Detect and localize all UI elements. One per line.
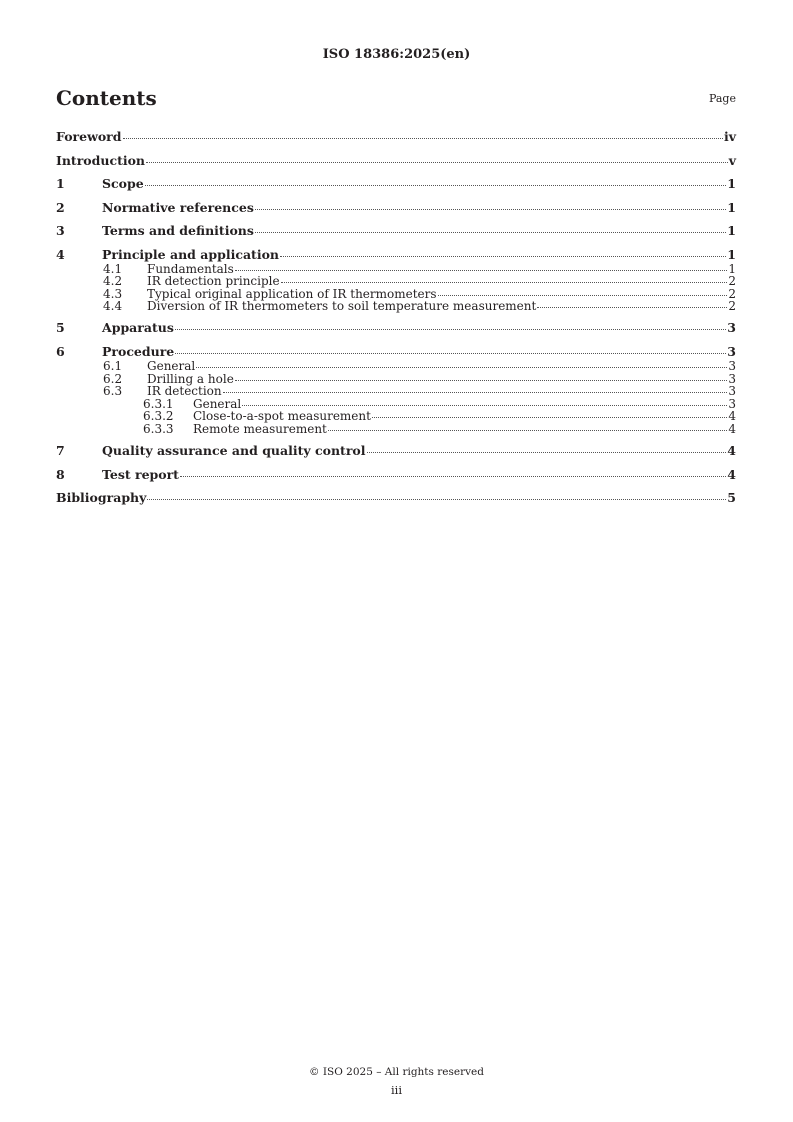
toc-entry-page: 2 xyxy=(728,274,736,289)
toc-entry-page: 3 xyxy=(728,358,736,373)
toc-entry-title[interactable]: Diversion of IR thermometers to soil temperature measurement xyxy=(147,299,537,314)
toc-entry-page: 4 xyxy=(727,443,736,458)
toc-entry-title[interactable]: Close-to-a-spot measurement xyxy=(193,409,371,424)
toc-entry-title[interactable]: Apparatus xyxy=(102,320,174,336)
dot-leader xyxy=(147,499,726,500)
dot-leader xyxy=(175,329,726,330)
toc-entry-page: 1 xyxy=(727,199,736,215)
toc-entry-title[interactable]: Bibliography xyxy=(56,490,147,505)
toc-entry-title[interactable]: Procedure xyxy=(102,343,175,359)
toc-entry[interactable] xyxy=(56,422,736,436)
toc-entry-page: 3 xyxy=(727,320,736,336)
toc-entry-page: 5 xyxy=(727,490,736,505)
toc-entry-number: 6.1 xyxy=(103,358,123,373)
toc-entry-page: 1 xyxy=(727,223,736,238)
toc-entry-title[interactable]: IR detection xyxy=(147,384,222,399)
toc-entry-title[interactable]: Principle and application xyxy=(102,246,279,262)
toc-entry-number: 6.3 xyxy=(103,384,123,399)
toc-entry-title[interactable]: Test report xyxy=(102,466,179,482)
toc-entry-number: 5 xyxy=(56,320,65,336)
toc-entry[interactable] xyxy=(56,153,736,168)
toc-entry-title[interactable]: Typical original application of IR thermometers xyxy=(147,286,437,301)
dot-leader xyxy=(223,392,728,393)
toc-entry-page: 1 xyxy=(728,261,736,276)
toc-entry[interactable] xyxy=(56,299,736,313)
toc-entry-number: 7 xyxy=(56,443,65,458)
toc-entry-title[interactable]: Normative references xyxy=(102,199,254,215)
toc-entry-title[interactable]: IR detection principle xyxy=(147,274,280,289)
dot-leader xyxy=(255,209,726,210)
toc-entry-number: 8 xyxy=(56,466,65,482)
dot-leader xyxy=(372,417,727,418)
document-header: ISO 18386:2025(en) xyxy=(322,47,471,62)
toc-entry-page: 2 xyxy=(728,299,736,314)
toc-entry-title[interactable]: Quality assurance and quality control xyxy=(102,443,366,458)
toc-entry-number: 6.2 xyxy=(103,371,123,386)
toc-entry[interactable] xyxy=(56,467,736,482)
toc-entry-title[interactable]: General xyxy=(193,396,242,411)
toc-entry-number: 1 xyxy=(56,176,65,191)
toc-entry[interactable] xyxy=(56,176,736,191)
dot-leader xyxy=(328,430,727,431)
toc-entry-title[interactable]: General xyxy=(147,358,196,373)
toc-entry-page: iv xyxy=(723,129,736,144)
toc-entry-title[interactable]: Introduction xyxy=(56,152,146,168)
toc-entry-number: 4.3 xyxy=(103,286,123,301)
toc-entry-number: 4.2 xyxy=(103,274,123,289)
toc-entry-number: 6 xyxy=(56,343,65,359)
toc-entry-title[interactable]: Foreword xyxy=(56,129,122,144)
toc-entry-number: 4.1 xyxy=(103,261,123,276)
toc-entry-title[interactable]: Drilling a hole xyxy=(147,371,234,386)
toc-entry-number: 3 xyxy=(56,223,65,238)
dot-leader xyxy=(438,295,728,296)
toc-entry-page: 3 xyxy=(728,396,736,411)
dot-leader xyxy=(537,307,727,308)
toc-entry-number: 4.4 xyxy=(103,299,123,314)
toc-entry[interactable] xyxy=(56,490,736,505)
dot-leader xyxy=(235,270,728,271)
toc-entry-page: 4 xyxy=(727,466,736,482)
page-footer xyxy=(0,1066,793,1097)
toc-entry[interactable] xyxy=(56,200,736,215)
dot-leader xyxy=(145,185,727,186)
dot-leader xyxy=(242,405,727,406)
toc-entry-number: 6.3.3 xyxy=(143,421,174,436)
toc-entry-title[interactable]: Terms and definitions xyxy=(102,223,254,238)
dot-leader xyxy=(235,380,728,381)
toc-entry-number: 6.3.1 xyxy=(143,396,174,411)
dot-leader xyxy=(146,162,728,163)
dot-leader xyxy=(180,476,726,477)
dot-leader xyxy=(367,452,727,453)
toc-entry[interactable] xyxy=(56,344,736,359)
dot-leader xyxy=(280,256,726,257)
dot-leader xyxy=(281,282,728,283)
toc-entry-page: 1 xyxy=(727,176,736,191)
toc-entry[interactable] xyxy=(56,129,736,144)
toc-entry[interactable] xyxy=(56,223,736,238)
toc-entry[interactable] xyxy=(56,247,736,262)
toc-entry-number: 4 xyxy=(56,246,65,262)
toc-entry-page: 1 xyxy=(727,246,736,262)
toc-entry-page: 2 xyxy=(728,286,736,301)
dot-leader xyxy=(123,138,723,139)
toc-entry-page: 3 xyxy=(727,343,736,359)
toc-entry-page: 4 xyxy=(728,421,736,436)
dot-leader xyxy=(255,232,726,233)
dot-leader xyxy=(175,353,726,354)
copyright-notice: © ISO 2025 – All rights reserved xyxy=(309,1066,484,1078)
toc-entry-page: 3 xyxy=(728,384,736,399)
toc-entry-title[interactable]: Remote measurement xyxy=(193,421,327,436)
toc-entry-number: 2 xyxy=(56,199,65,215)
toc-entry-page: 3 xyxy=(728,371,736,386)
page-number: iii xyxy=(390,1083,403,1097)
toc-entry-page: v xyxy=(728,152,736,168)
contents-title: Contents xyxy=(56,86,157,110)
toc-entry-number: 6.3.2 xyxy=(143,409,174,424)
toc-entry-page: 4 xyxy=(728,409,736,424)
toc-entry-title[interactable]: Fundamentals xyxy=(147,261,234,276)
dot-leader xyxy=(196,367,727,368)
toc-entry[interactable] xyxy=(56,320,736,335)
page-column-label: Page xyxy=(708,92,736,105)
toc-entry[interactable] xyxy=(56,443,736,458)
toc-entry-title[interactable]: Scope xyxy=(102,176,144,191)
